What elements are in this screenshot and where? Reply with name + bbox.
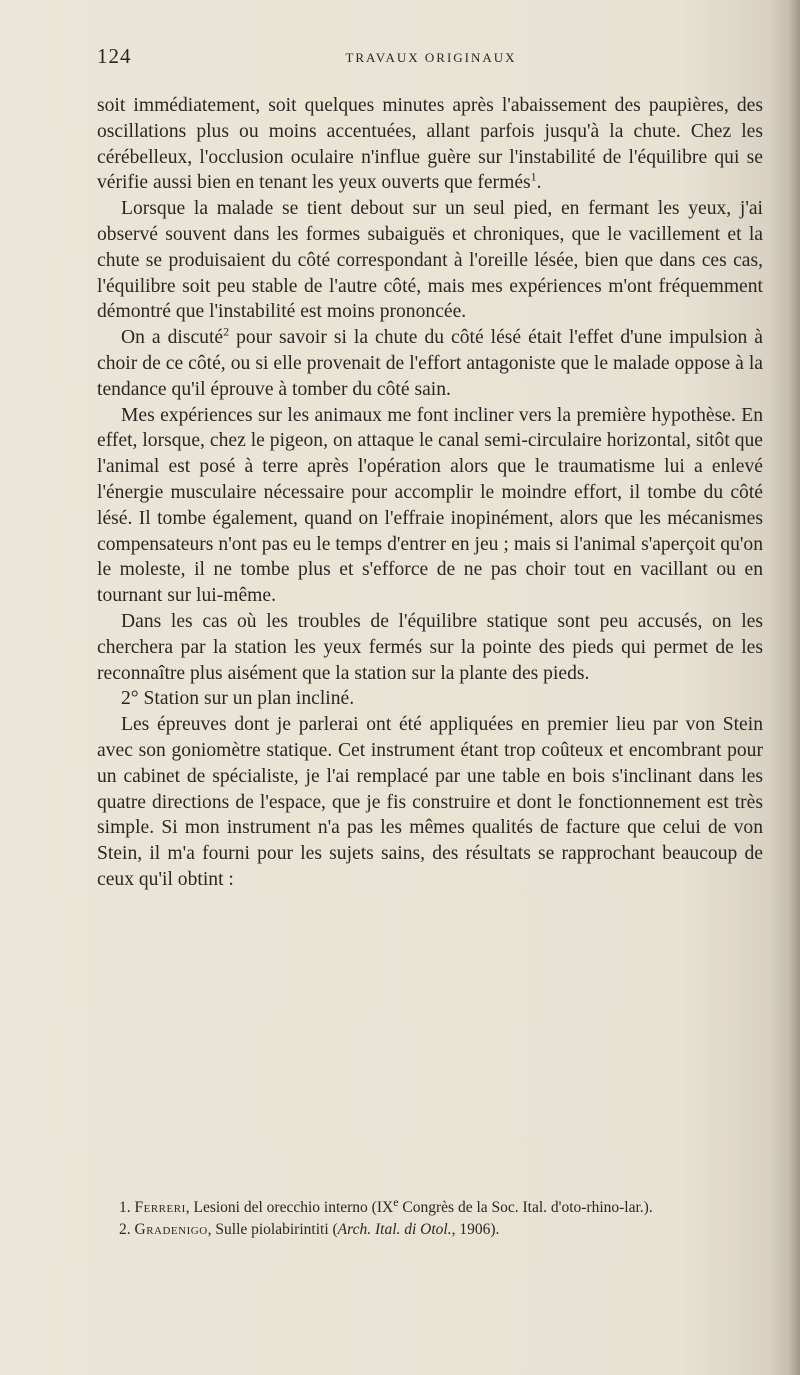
paragraph-4: Mes expériences sur les animaux me font incliner vers la première hypothèse. En effet, lorsque, chez le pigeon, on attaque le canal semi-circulaire horizontal, sitôt que l'animal est posé à terre après l'opération alors que le traumatisme lui a enlevé l'énergie musculaire nécessaire pour accomplir le moindre effort, il tombe du côté lésé. Il tombe également, quand on l'effraie inopinément, alors que les mécanismes compensateurs n'ont pas eu le temps d'entrer en jeu ; mais si l'animal s'aperçoit qu'on le moleste, il ne tombe plus et s'efforce de ne pas choir tout en vacillant ou en tournant sur lui-même. (97, 404, 763, 607)
paragraph-3-rest: pour savoir si la chute du côté lésé était l'effet d'une impulsion à choir de ce côté, ou si elle provenait de l'effort antagoniste que le malade oppose à la tendance qu'il éprouve à tomber du côté sain. (97, 327, 763, 400)
footnote-ref-1: 1 (530, 169, 537, 184)
paragraph-1-end: . (536, 172, 542, 194)
book-spine-shadow (786, 0, 800, 1375)
paragraph-3-start: On a discuté (121, 327, 224, 349)
section-heading-station-plan-incline: 2° Station sur un plan incliné. (121, 688, 355, 710)
footnote-2 (97, 1219, 763, 1241)
footnotes (97, 1194, 763, 1241)
footnote-1-author: Ferreri (134, 1199, 186, 1216)
main-text (97, 93, 763, 893)
paragraph-7: Les épreuves dont je parlerai ont été appliquées en premier lieu par von Stein avec son goniomètre statique. Cet instrument étant trop coûteux et encombrant pour un cabinet de spécialiste, je l'ai remplacé par une table en bois s'inclinant dans les quatre directions de l'espace, que je fis construire et dont le fonctionnement est très simple. Si mon instrument n'a pas les mêmes qualités de facture que celui de von Stein, il m'a fourni pour les sujets sains, des résultats se rapprochant beaucoup de ceux qu'il obtint : (97, 714, 763, 890)
paragraph-2: Lorsque la malade se tient debout sur un seul pied, en fermant les yeux, j'ai observé souvent dans les formes subaiguës et chroniques, que le vacillement et la chute se produisaient du côté correspondant à l'oreille lésée, bien que dans ces cas, l'équilibre soit peu stable de l'autre côté, mais mes expériences m'ont fréquemment démontré que l'instabilité est moins prononcée. (97, 198, 763, 323)
footnote-1-number: 1. (119, 1199, 135, 1216)
footnote-2-end: , 1906). (451, 1221, 500, 1238)
paragraph-1 (97, 93, 763, 196)
page-number: 124 (97, 44, 132, 68)
footnote-1 (97, 1194, 763, 1219)
footnote-2-author: Gradenigo (134, 1221, 208, 1238)
footnote-2-text: , Sulle piolabirintiti ( (207, 1221, 338, 1238)
paragraph-3 (97, 325, 763, 402)
footnote-2-number: 2. (119, 1221, 135, 1238)
footnote-1-superscript: e (393, 1194, 399, 1209)
footnote-1-end: Congrès de la Soc. Ital. d'oto-rhino-lar.). (398, 1199, 653, 1216)
footnote-ref-2: 2 (223, 324, 230, 339)
paragraph-1-text: soit immédiatement, soit quelques minutes après l'abaissement des paupières, des oscillations plus ou moins accentuées, allant parfois jusqu'à la chute. Chez les cérébelleux, l'occlusion oculaire n'influe guère sur l'instabilité de l'équilibre qui se vérifie aussi bien en tenant les yeux ouverts que fermés (97, 95, 763, 194)
page-header (97, 44, 765, 74)
running-title: TRAVAUX ORIGINAUX (345, 50, 517, 65)
paragraph-5: Dans les cas où les troubles de l'équilibre statique sont peu accusés, on les cherchera par la station les yeux fermés sur la pointe des pieds qui permet de les reconnaître plus aisément que la station sur la plante des pieds. (97, 610, 763, 684)
footnote-2-journal: Arch. Ital. di Otol. (337, 1221, 452, 1238)
footnote-1-text: , Lesioni del orecchio interno (IX (185, 1199, 394, 1216)
